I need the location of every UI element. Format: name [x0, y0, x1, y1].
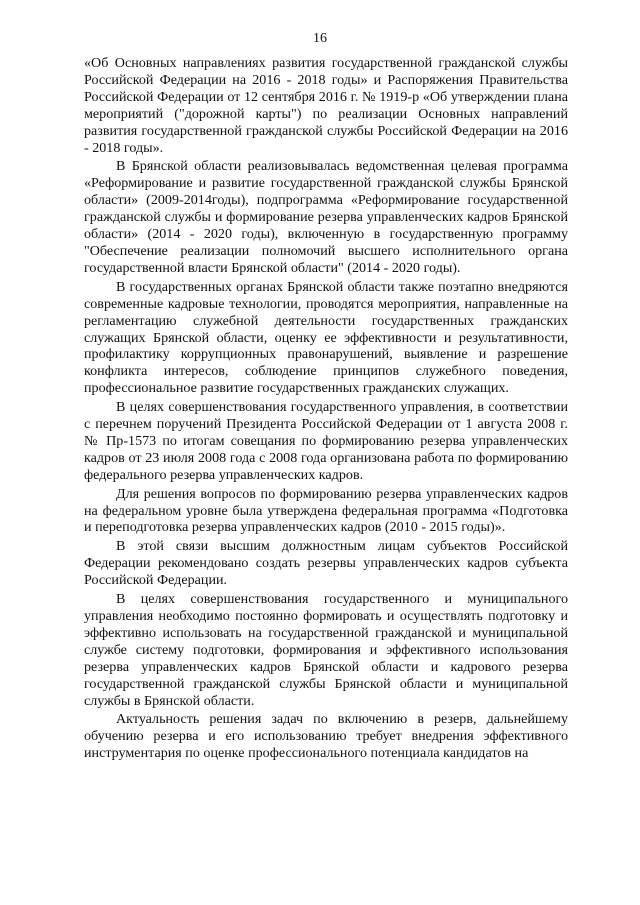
- paragraph-continuation: «Об Основных направлениях развития государственной гражданской службы Российской Федерации на 2016 - 2018 годы» и Распоряжения Правительства Российской Федерации от 12 сентября 2016 г. № 1919-р «Об утверждении плана мероприятий ("дорожной карты") по реализации Основных направлений развития государственной гражданской службы Российской Федерации на 2016 - 2018 годы».: [84, 55, 568, 156]
- paragraph-federal-reserve: В целях совершенствования государственного управления, в соответствии с перечнем поручений Президента Российской Федерации от 1 августа 2008 г. № Пр-1573 по итогам совещания по формированию резерва управленческих кадров от 23 июля 2008 года с 2008 года организована работа по формированию федерального резерва управленческих кадров.: [84, 399, 568, 483]
- paragraph-personnel-technologies: В государственных органах Брянской области также поэтапно внедряются современные кадровые технологии, проводятся мероприятия, направленные на регламентацию служебной деятельности государственных гражданских служащих Брянской области, оценку ее эффективности и результативности, профилактику коррупционных правонарушений, выявление и разрешение конфликта интересов, соблюдение принципов служебного поведения, профессиональное развитие государственных гражданских служащих.: [84, 278, 568, 397]
- body-text: [84, 55, 568, 764]
- paragraph-assessment-tools: Актуальность решения задач по включению в резерв, дальнейшему обучению резерва и его использованию требует внедрения эффективного инструментария по оценке профессионального потенциала кандидатов на: [84, 711, 568, 762]
- paragraph-target-program: В Брянской области реализовывалась ведомственная целевая программа «Реформирование и развитие государственной гражданской службы Брянской области» (2009-2014годы), подпрограмма «Реформирование государственной гражданской службы и формирование резерва управленческих кадров Брянской области» (2014 - 2020 годы), включенную в государственную программу "Обеспечение реализации полномочий высшего исполнительного органа государственной власти Брянской области" (2014 - 2020 годы).: [84, 158, 568, 276]
- paragraph-reserve-system: В целях совершенствования государственного и муниципального управления необходимо постоянно формировать и осуществлять подготовку и эффективно использовать на государственной гражданской и муниципальной службе систему подготовки, формирования и эффективного использования резерва управленческих кадров Брянской области и кадрового резерва государственной гражданской службы Брянской области и муниципальной службы в Брянской области.: [84, 591, 568, 709]
- page-number: 16: [313, 31, 327, 46]
- paragraph-federal-program: Для решения вопросов по формированию резерва управленческих кадров на федеральном уровне была утверждена федеральная программа «Подготовка и переподготовка резерва управленческих кадров (2010 - 2015 годы)».: [84, 485, 568, 536]
- paragraph-regional-reserves: В этой связи высшим должностным лицам субъектов Российской Федерации рекомендовано создать резервы управленческих кадров субъекта Российской Федерации.: [84, 538, 568, 589]
